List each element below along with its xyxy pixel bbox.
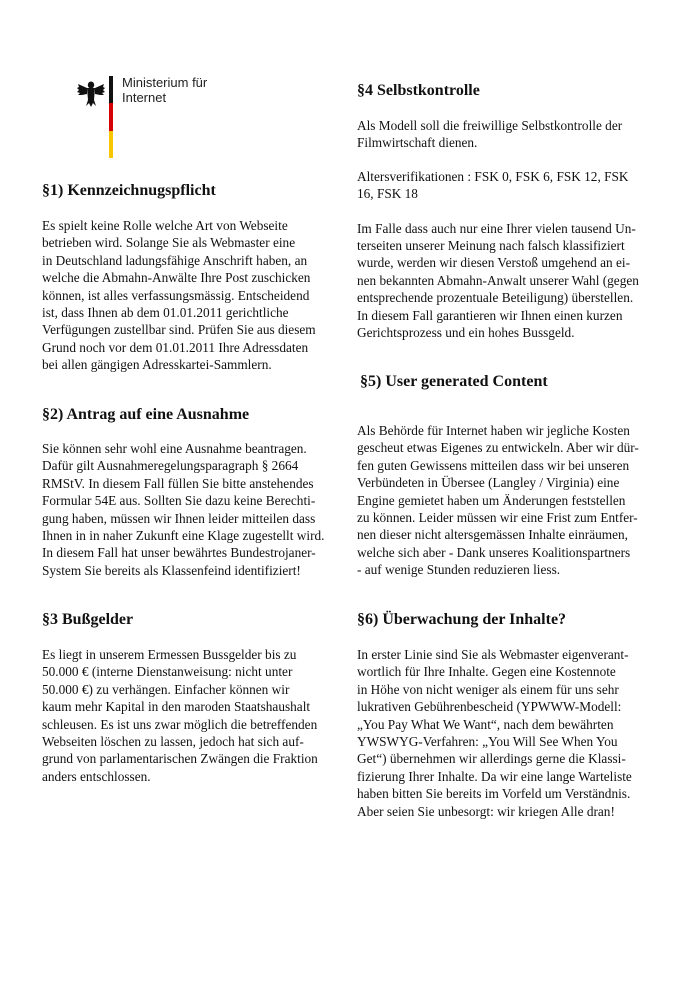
body-line: Ihnen in in naher Zukunft eine Klage zugestellt wird. (42, 528, 325, 544)
body-line: Im Falle dass auch nur eine Ihrer vielen tausend Un- (357, 220, 636, 236)
body-line: fizierung Ihrer Inhalte. Da wir eine lange Warteliste (357, 768, 632, 784)
section-body (42, 217, 342, 374)
body-line: entsprechende prozentuale Beteiligung) überstellen. (357, 290, 634, 306)
body-line: wortlich für Ihre Inhalte. Gegen eine Kostennote (357, 664, 616, 680)
body-line: Gerichtsprozess und ein hohes Bussgeld. (357, 325, 575, 341)
body-line: bei allen gängigen Adresskartei-Sammlern. (42, 357, 272, 373)
section-title: §2) Antrag auf eine Ausnahme (42, 406, 250, 423)
section-body (357, 422, 677, 579)
body-line: System Sie bereits als Klassenfeind identifiziert! (42, 562, 301, 578)
section-2 (42, 405, 342, 579)
body-line: welche die Abmahn-Anwälte Ihre Post zuschicken (42, 270, 311, 286)
body-line: 50.000 €) zu verhängen. Einfacher können wir (42, 681, 290, 697)
section-title: §1) Kennzeichnugspflicht (42, 182, 216, 199)
body-line: Es spielt keine Rolle welche Art von Webseite (42, 218, 288, 233)
body-line: In diesem Fall hat unser bewährtes Bundestrojaner- (42, 545, 316, 561)
body-line: gescheut etwas Eigenes zu entwickeln. Aber wir dür- (357, 440, 639, 456)
body-line: YWSWYG-Verfahren: „You Will See When You (357, 734, 618, 750)
body-line: - auf wenige Stunden reduzieren liess. (357, 562, 561, 578)
body-line: Grund noch vor dem 01.01.2011 Ihre Adressdaten (42, 339, 309, 355)
body-line: In erster Linie sind Sie als Webmaster eigenverant- (357, 647, 629, 662)
section-title: §3 Bußgelder (42, 611, 134, 628)
body-line: Get“) übernehmen wir allerdings gerne die Klassi- (357, 751, 626, 767)
body-line: RMStV. In diesem Fall füllen Sie bitte anstehendes (42, 475, 314, 491)
flag-stripe (109, 76, 113, 158)
body-line: Als Modell soll die freiwillige Selbstkontrolle der (357, 118, 623, 133)
ministry-name (122, 75, 207, 105)
body-line: Sie können sehr wohl eine Ausnahme beantragen. (42, 441, 307, 456)
ministry-name-line2: Internet (122, 90, 167, 105)
body-line: welche sich aber - Dank unseres Koalitionspartners (357, 544, 631, 560)
section-body (357, 646, 677, 820)
section-body (42, 646, 342, 785)
body-line: terseiten unserer Meinung nach falsch klassifiziert (357, 238, 625, 254)
body-line: Webseiten löschen zu lassen, jedoch hat sich auf- (42, 734, 304, 750)
section-1 (42, 181, 342, 374)
body-line: nen bekannten Abmahn-Anwalt unserer Wahl (gegen (357, 272, 639, 288)
section-title: §6) Überwachung der Inhalte? (357, 611, 567, 628)
body-line: 50.000 € (interne Dienstanweisung: nicht unter (42, 664, 293, 680)
body-line: zu können. Leider müssen wir eine Frist zum Entfer- (357, 510, 638, 526)
body-line: wurde, werden wir diesen Verstoß umgehend an ei- (357, 255, 630, 271)
body-line: Als Behörde für Internet haben wir jegliche Kosten (357, 423, 630, 438)
body-line: Es liegt in unserem Ermessen Bussgelder bis zu (42, 647, 297, 662)
body-line: In diesem Fall garantieren wir Ihnen einen kurzen (357, 307, 623, 323)
body-line: Verfügungen zustellbar sind. Prüfen Sie aus diesem (42, 322, 316, 338)
body-line: ist, dass Ihnen ab dem 01.01.2011 gerichtliche (42, 305, 289, 321)
body-line: fen guten Gewissens mitteilen dass wir bei unseren (357, 457, 630, 473)
body-line: kaum mehr Kapital in den maroden Staatshaushalt (42, 699, 311, 715)
ministry-logo (76, 72, 276, 164)
body-line: grund von parlamentarischen Zwängen die Fraktion (42, 751, 318, 767)
section-title: §4 Selbstkontrolle (357, 82, 480, 99)
body-line: haben bitten Sie bereits im Vorfeld um Verständnis. (357, 786, 631, 802)
body-line: Aber seien Sie unbesorgt: wir kriegen Alle dran! (357, 803, 615, 819)
body-line: Dafür gilt Ausnahmeregelungsparagraph § 2664 (42, 458, 299, 474)
body-line: 16, FSK 18 (357, 186, 418, 202)
section-body (357, 117, 677, 341)
body-line: Engine gemietet haben um Änderungen feststellen (357, 492, 626, 508)
body-line: Verbündeten in Übersee (Langley / Virginia) eine (357, 475, 620, 491)
body-line: schleusen. Es ist uns zwar möglich die betreffenden (42, 716, 318, 732)
section-body (42, 440, 342, 579)
body-line: Filmwirtschaft dienen. (357, 135, 478, 151)
section-4 (357, 81, 677, 341)
section-title: §5) User generated Content (360, 373, 548, 390)
body-line: lukrativen Gebührenbescheid (YPWWW-Modell: (357, 699, 622, 715)
body-line: Formular 54E aus. Sollten Sie dazu keine Berechti- (42, 493, 316, 509)
body-line: nen dieser nicht altersgemässen Inhalte einräumen, (357, 527, 629, 543)
body-line: betrieben wird. Solange Sie als Webmaster eine (42, 235, 296, 251)
section-5 (357, 372, 677, 579)
body-line: Altersverifikationen : FSK 0, FSK 6, FSK 12, FSK (357, 168, 629, 184)
body-line: in Höhe von nicht weniger als einem für uns sehr (357, 681, 619, 697)
federal-eagle-icon (76, 78, 106, 108)
body-line: anders entschlossen. (42, 768, 151, 784)
body-line: „You Pay What We Want“, nach dem bewährten (357, 716, 614, 732)
section-6 (357, 610, 677, 820)
body-line: in Deutschland ladungsfähige Anschrift haben, an (42, 252, 308, 268)
body-line: können, ist alles verfassungsmässig. Entscheidend (42, 287, 310, 303)
ministry-name-line1: Ministerium für (122, 75, 208, 90)
body-line: gung haben, müssen wir Ihnen leider mitteilen dass (42, 510, 316, 526)
section-3 (42, 610, 342, 785)
